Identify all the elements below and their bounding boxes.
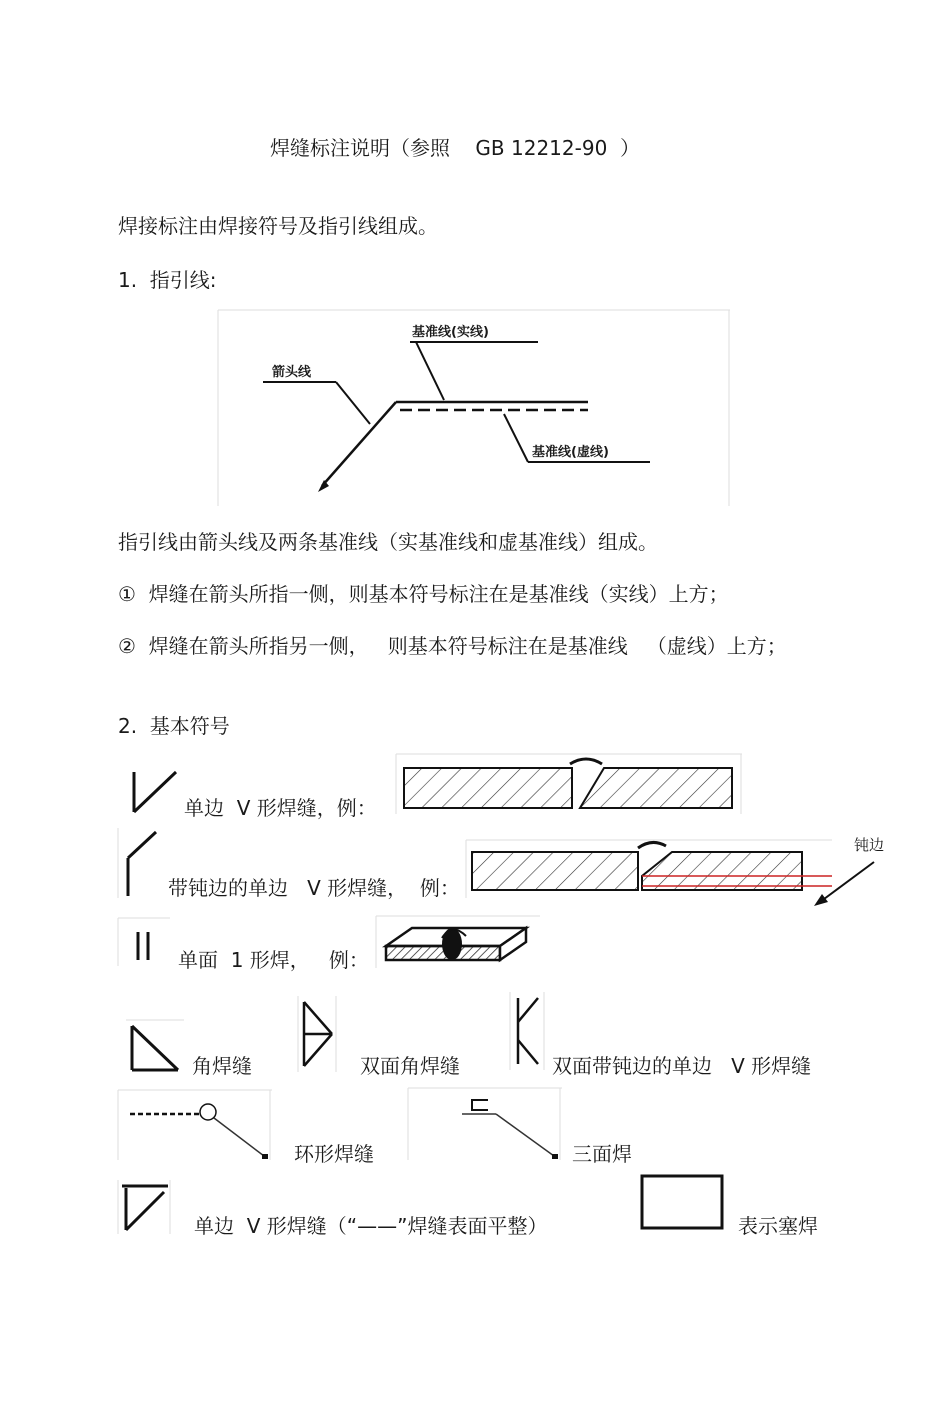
page-title: 焊缝标注说明（参照 GB 12212-90 ） [270, 136, 641, 160]
plug-weld-label: 表示塞焊 [738, 1214, 818, 1238]
section-2-heading: 2. 基本符号 [118, 714, 230, 738]
blunt-edge-callout: 钝边 [854, 836, 885, 854]
i-weld-symbol-icon [118, 918, 170, 966]
three-side-weld-symbol-icon [408, 1088, 562, 1160]
double-blunt-v-label: 双面带钝边的单边 V 形焊缝 [552, 1054, 812, 1078]
fillet-symbol-icon [126, 1020, 184, 1076]
rule-item-1: ① 焊缝在箭头所指一侧，则基本符号标注在是基准线（实线）上方； [118, 582, 729, 606]
double-fillet-label: 双面角焊缝 [360, 1054, 460, 1078]
flush-single-v-symbol-icon [118, 1180, 174, 1234]
double-fillet-symbol-icon [296, 996, 338, 1072]
single-v-symbol-icon [128, 768, 184, 816]
leader-line-description: 指引线由箭头线及两条基准线（实基准线和虚基准线）组成。 [118, 530, 658, 554]
fillet-label: 角焊缝 [192, 1054, 252, 1078]
single-v-label: 单边 V 形焊缝，例： [184, 796, 377, 820]
single-v-example [396, 754, 742, 814]
single-v-blunt-symbol-icon [118, 828, 170, 898]
intro-text: 焊接标注由焊接符号及指引线组成。 [118, 214, 438, 238]
i-weld-label: 单面 1 形焊， 例： [178, 948, 369, 972]
plug-weld-symbol-icon [640, 1174, 726, 1232]
solid-base-label: 基准线(实线) [412, 325, 489, 340]
arrow-line-label: 箭头线 [272, 365, 312, 380]
double-blunt-v-symbol-icon [508, 992, 546, 1070]
blunt-edge-arrow-icon [810, 860, 880, 910]
dashed-base-label: 基准线(虚线) [532, 445, 609, 460]
three-side-weld-label: 三面焊 [572, 1142, 632, 1166]
flush-single-v-label: 单边 V 形焊缝（“——”焊缝表面平整） [194, 1214, 548, 1238]
i-weld-example [376, 916, 540, 968]
section-1-heading: 1. 指引线: [118, 268, 217, 292]
ring-weld-label: 环形焊缝 [294, 1142, 374, 1166]
single-v-blunt-example [466, 840, 832, 898]
leader-line-figure [218, 310, 730, 506]
single-v-blunt-label: 带钝边的单边 V 形焊缝， 例： [168, 876, 460, 900]
ring-weld-symbol-icon [118, 1090, 272, 1160]
rule-item-2: ② 焊缝在箭头所指另一侧， 则基本符号标注在是基准线 （虚线）上方； [118, 634, 787, 658]
